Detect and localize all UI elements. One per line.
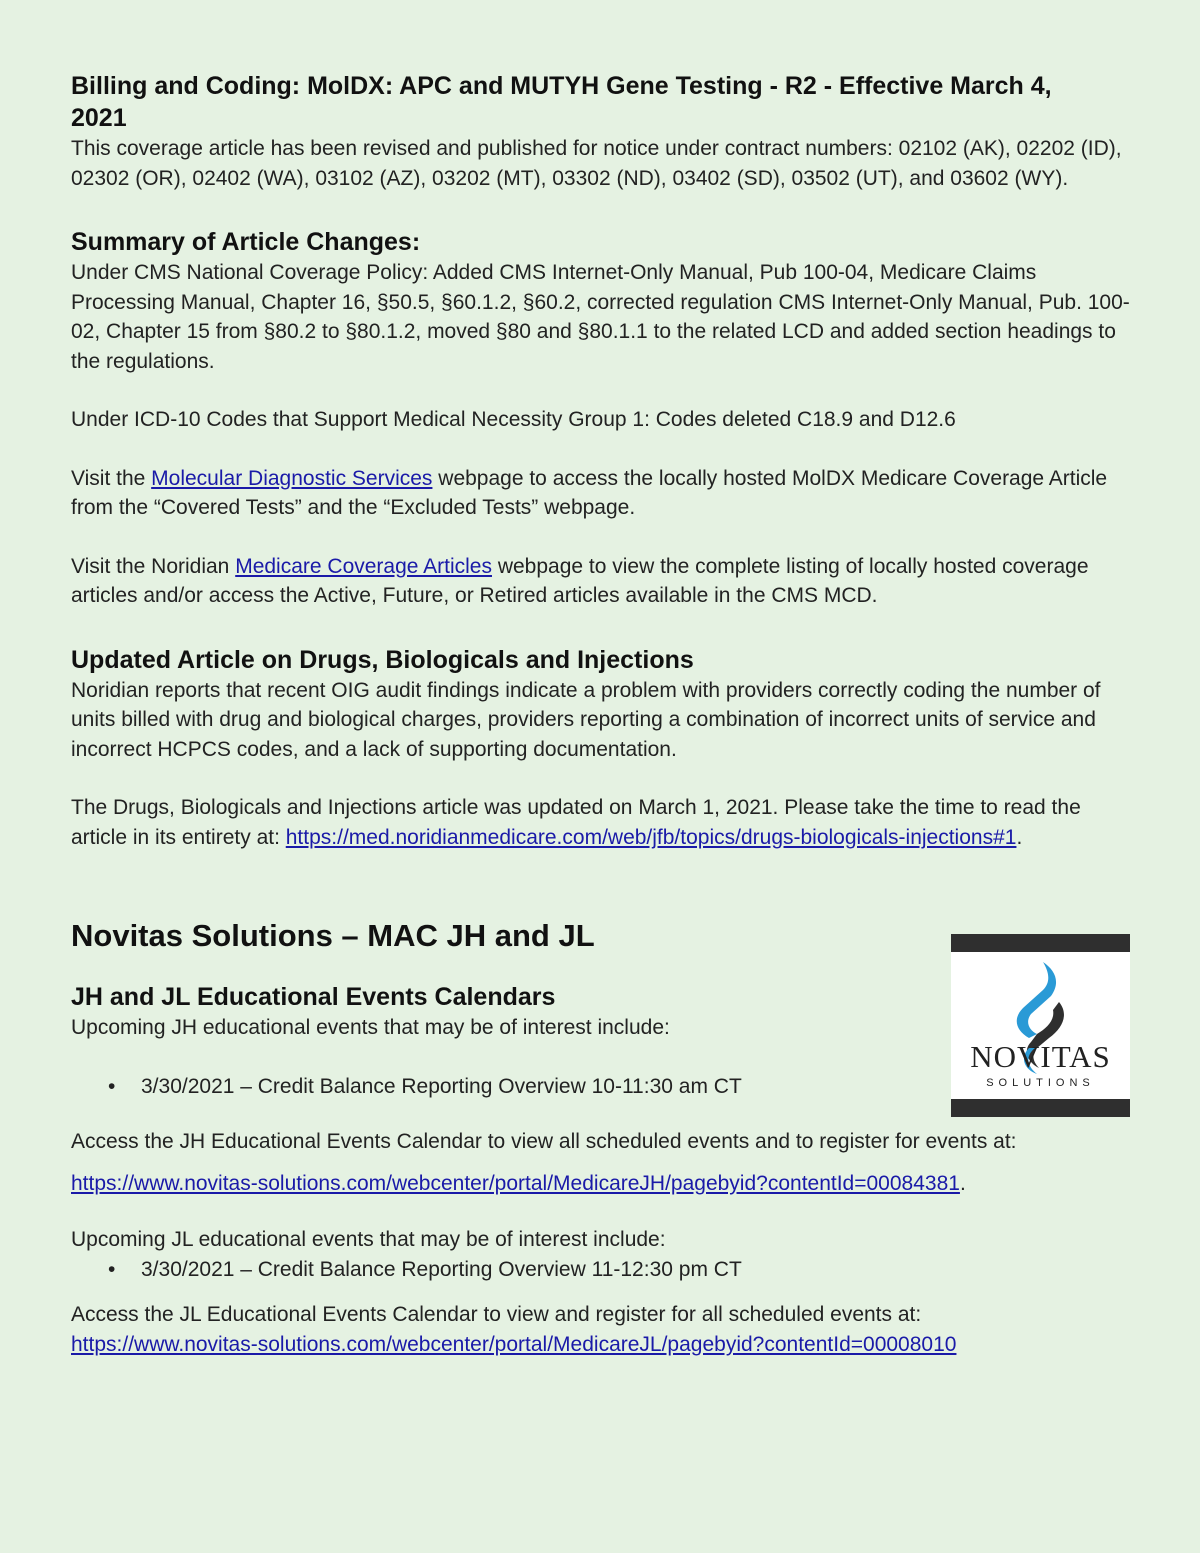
drugs-article-link[interactable]: https://med.noridianmedicare.com/web/jfb/topics/drugs-biologicals-injections#1 [285,825,1017,849]
jh-calendar-link[interactable]: https://www.novitas-solutions.com/webcenter/portal/MedicareJH/pagebyid?contentId=00084381 [71,1171,960,1195]
drugs-p2-pre: The Drugs, Biologicals and Injections article was updated on March 1, 2021. Please take the time to read the article in its entirety at: [71,796,1081,849]
jl-link-line [71,1330,1131,1360]
bullet-icon: • [108,1074,116,1098]
drugs-p2-post: . [1016,825,1023,849]
events-heading: JH and JL Educational Events Calendars [71,983,556,1011]
summary-p3-pre: Visit the [71,466,152,490]
drugs-heading: Updated Article on Drugs, Biologicals and Injections [71,645,694,674]
summary-p2: Under ICD-10 Codes that Support Medical Necessity Group 1: Codes deleted C18.9 and D12.6 [71,408,956,431]
novitas-logo [951,934,1130,1117]
jh-access: Access the JH Educational Events Calendar to view all scheduled events and to register for events at: [71,1130,1017,1153]
summary-p4 [71,552,1131,611]
jh-link-line [71,1169,1131,1199]
jl-event-list [71,1255,1131,1285]
bullet-icon: • [108,1257,116,1281]
jh-event-text: 3/30/2021 – Credit Balance Reporting Overview 10-11:30 am CT [141,1074,742,1098]
drugs-p1: Noridian reports that recent OIG audit findings indicate a problem with providers correctly coding the number of units billed with drug and biological charges, providers reporting a combination of incorrect units of service and incorrect HCPCS codes, and a lack of supporting documentation. [71,678,1101,761]
jl-access: Access the JL Educational Events Calendar to view and register for all scheduled events at: [71,1303,922,1326]
jl-intro: Upcoming JL educational events that may be of interest include: [71,1228,666,1251]
jh-intro: Upcoming JH educational events that may be of interest include: [71,1016,670,1039]
jl-event-text: 3/30/2021 – Credit Balance Reporting Overview 11-12:30 pm CT [141,1257,742,1281]
summary-p4-post: webpage to view the complete listing of locally hosted coverage articles and/or access the Active, Future, or Retired articles available in the CMS MCD. [71,554,1089,607]
summary-p4-pre: Visit the Noridian [71,554,236,578]
jh-link-post: . [959,1171,966,1195]
summary-p1: Under CMS National Coverage Policy: Added CMS Internet-Only Manual, Pub 100-04, Medicare Claims Processing Manual, Chapter 16, §50.5, §60.1.2, §60.2, corrected regulation CMS Internet-Only Manual, Pub. 100-02, Chapter 15 from §80.2 to §80.1.2, moved §80 and §80.1.1 to the related LCD and added section headings to the regulations. [71,261,1130,373]
moldx-body: This coverage article has been revised and published for notice under contract numbers: 02102 (AK), 02202 (ID), 02302 (OR), 02402 (WA), 03102 (AZ), 03202 (MT), 03302 (ND), 03402 (SD), 03502 (UT), and 03602 (WY). [71,137,1122,190]
logo-wordmark: NOVITAS [970,1039,1111,1074]
summary-p3-post: webpage to access the locally hosted MolDX Medicare Coverage Article from the “Covered Tests” and the “Excluded Tests” webpage. [71,466,1108,519]
novitas-title: Novitas Solutions – MAC JH and JL [71,918,595,953]
moldx-heading: Billing and Coding: MolDX: APC and MUTYH Gene Testing - R2 - Effective March 4, 2021 [71,72,1052,132]
article-content [71,70,1131,1359]
summary-p3 [71,464,1131,523]
medicare-coverage-articles-link[interactable]: Medicare Coverage Articles [235,554,492,578]
summary-heading: Summary of Article Changes: [71,228,421,256]
molecular-diagnostic-services-link[interactable]: Molecular Diagnostic Services [151,466,433,490]
jl-calendar-link[interactable]: https://www.novitas-solutions.com/webcenter/portal/MedicareJL/pagebyid?contentId=00008010 [71,1332,957,1356]
drugs-p2 [71,793,1131,852]
jl-event-item [71,1255,1131,1285]
logo-subtitle: SOLUTIONS [986,1077,1095,1089]
